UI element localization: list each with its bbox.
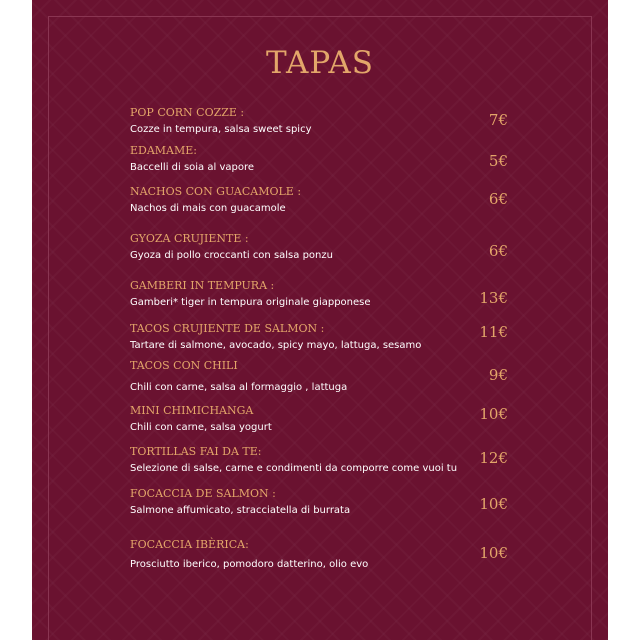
item-description: Chili con carne, salsa yogurt	[130, 422, 272, 433]
item-description: Selezione di salse, carne e condimenti da comporre come vuoi tu	[130, 463, 458, 474]
item-price: 5€	[488, 152, 508, 170]
item-name: TACOS CRUJIENTE DE SALMON :	[130, 322, 325, 335]
item-description: Chili con carne, salsa al formaggio , lattuga	[130, 382, 348, 393]
item-name: GYOZA CRUJIENTE :	[130, 232, 249, 245]
menu-item	[130, 232, 540, 262]
item-description: Prosciutto iberico, pomodoro datterino, olio evo	[130, 559, 369, 570]
menu-item	[130, 144, 540, 174]
item-name: GAMBERI IN TEMPURA :	[130, 279, 275, 292]
item-name: FOCACCIA DE SALMON :	[130, 487, 276, 500]
item-price: 9€	[488, 366, 508, 384]
item-price: 10€	[479, 495, 508, 513]
item-price: 10€	[479, 544, 508, 562]
item-description: Salmone affumicato, stracciatella di burrata	[130, 505, 351, 516]
item-price: 13€	[479, 289, 508, 307]
item-price: 12€	[479, 449, 508, 467]
item-price: 10€	[479, 405, 508, 423]
item-price: 7€	[488, 111, 508, 129]
item-name: POP CORN COZZE :	[130, 106, 245, 119]
item-description: Tartare di salmone, avocado, spicy mayo, lattuga, sesamo	[130, 340, 422, 351]
item-price: 6€	[488, 242, 508, 260]
menu-item	[130, 359, 540, 394]
item-price: 6€	[488, 190, 508, 208]
item-name: TACOS CON CHILI	[130, 359, 238, 372]
item-name: FOCACCIA IBÈRICA:	[130, 538, 249, 551]
menu-item	[130, 106, 540, 136]
item-description: Baccelli di soia al vapore	[130, 162, 255, 173]
item-description: Gamberi* tiger in tempura originale giapponese	[130, 297, 371, 308]
item-description: Gyoza di pollo croccanti con salsa ponzu	[130, 250, 333, 261]
item-name: EDAMAME:	[130, 144, 197, 157]
menu-item	[130, 185, 540, 215]
menu-title: TAPAS	[265, 45, 374, 81]
item-name: MINI CHIMICHANGA	[130, 404, 254, 417]
item-name: TORTILLAS FAI DA TE:	[130, 445, 262, 458]
menu-card	[32, 0, 608, 640]
item-description: Nachos di mais con guacamole	[130, 203, 286, 214]
item-description: Cozze in tempura, salsa sweet spicy	[130, 124, 312, 135]
item-price: 11€	[479, 323, 508, 341]
item-name: NACHOS CON GUACAMOLE :	[130, 185, 302, 198]
